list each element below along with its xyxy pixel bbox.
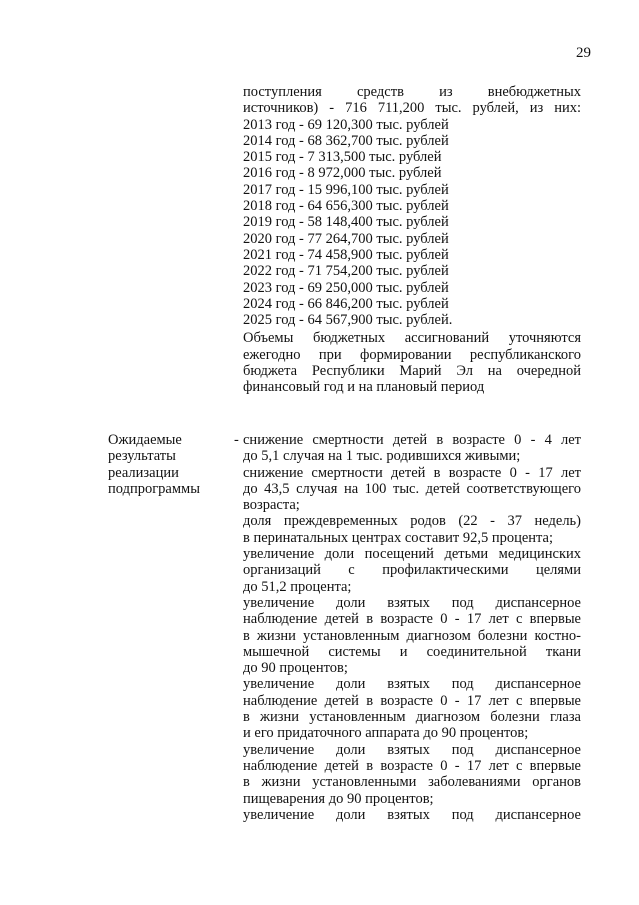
expected-results-label-line: реализации — [108, 464, 179, 481]
expected-result-line: до 51,2 процента; — [243, 578, 352, 595]
funding-year-line: 2020 год - 77 264,700 тыс. рублей — [243, 230, 449, 247]
funding-note — [243, 330, 581, 395]
funding-year-line: 2016 год - 8 972,000 тыс. рублей — [243, 165, 442, 182]
funding-year-line: 2014 год - 68 362,700 тыс. рублей — [243, 132, 449, 149]
expected-results-label — [108, 432, 228, 497]
funding-intro-line: источников) - 716 711,200 тыс. рублей, из них: — [243, 100, 581, 117]
expected-result-line: пищеварения до 90 процентов; — [243, 790, 434, 807]
expected-result-line: до 43,5 случая на 100 тыс. детей соответствующего — [243, 480, 581, 497]
funding-note-line: Объемы бюджетных ассигнований уточняются — [243, 330, 581, 347]
expected-results-label-line: подпрограммы — [108, 480, 200, 497]
expected-result-line: до 90 процентов; — [243, 660, 348, 677]
funding-note-line: ежегодно при формировании республиканского — [243, 346, 581, 363]
expected-result-line: наблюдение детей в возрасте 0 - 17 лет с впервые — [243, 757, 581, 774]
expected-result-line: снижение смертности детей в возрасте 0 - 4 лет — [243, 432, 581, 448]
expected-results-label-line: результаты — [108, 448, 176, 465]
funding-note-line: финансовый год и на плановый период — [243, 379, 485, 396]
expected-result-line: и его придаточного аппарата до 90 процентов; — [243, 725, 529, 742]
expected-results-dash: - — [234, 432, 239, 448]
funding-year-line: 2023 год - 69 250,000 тыс. рублей — [243, 279, 449, 296]
expected-results-label-line: Ожидаемые — [108, 432, 182, 448]
expected-result-line: увеличение доли посещений детьми медицинских — [243, 546, 581, 563]
expected-result-line: до 5,1 случая на 1 тыс. родившихся живыми; — [243, 448, 521, 465]
expected-result-line: мышечной системы и соединительной ткани — [243, 643, 581, 660]
expected-result-line: увеличение доли взятых под диспансерное — [243, 594, 581, 611]
funding-note-line: бюджета Республики Марий Эл на очередной — [243, 363, 581, 380]
funding-year-line: 2019 год - 58 148,400 тыс. рублей — [243, 214, 449, 231]
expected-result-line: возраста; — [243, 497, 300, 514]
funding-year-line: 2017 год - 15 996,100 тыс. рублей — [243, 181, 449, 198]
expected-result-line: доля преждевременных родов (22 - 37 недель) — [243, 513, 581, 530]
funding-year-line: 2018 год - 64 656,300 тыс. рублей — [243, 198, 449, 215]
expected-result-line: наблюдение детей в возрасте 0 - 17 лет с впервые — [243, 611, 581, 628]
expected-result-line: снижение смертности детей в возрасте 0 - 17 лет — [243, 464, 581, 481]
expected-result-line: организаций с профилактическими целями — [243, 562, 581, 579]
page-number: 29 — [576, 45, 591, 61]
expected-result-line: в жизни установленными заболеваниями органов — [243, 774, 581, 791]
funding-year-line: 2022 год - 71 754,200 тыс. рублей — [243, 263, 449, 280]
funding-block — [243, 84, 581, 396]
expected-result-line: увеличение доли взятых под диспансерное — [243, 806, 581, 823]
expected-result-line: в жизни установленным диагнозом болезни глаза — [243, 709, 581, 726]
funding-intro-line: поступления средств из внебюджетных — [243, 84, 581, 100]
expected-result-line: наблюдение детей в возрасте 0 - 17 лет с впервые — [243, 692, 581, 709]
funding-year-line: 2015 год - 7 313,500 тыс. рублей — [243, 149, 442, 166]
expected-results-text — [243, 432, 581, 823]
expected-result-line: в жизни установленным диагнозом болезни костно- — [243, 627, 581, 644]
expected-result-line: в перинатальных центрах составит 92,5 процента; — [243, 529, 554, 546]
funding-year-line: 2021 год - 74 458,900 тыс. рублей — [243, 246, 449, 263]
expected-result-line: увеличение доли взятых под диспансерное — [243, 676, 581, 693]
funding-year-line: 2013 год - 69 120,300 тыс. рублей — [243, 116, 449, 133]
funding-year-line: 2025 год - 64 567,900 тыс. рублей. — [243, 312, 453, 329]
funding-year-line: 2024 год - 66 846,200 тыс. рублей — [243, 295, 449, 312]
expected-result-line: увеличение доли взятых под диспансерное — [243, 741, 581, 758]
